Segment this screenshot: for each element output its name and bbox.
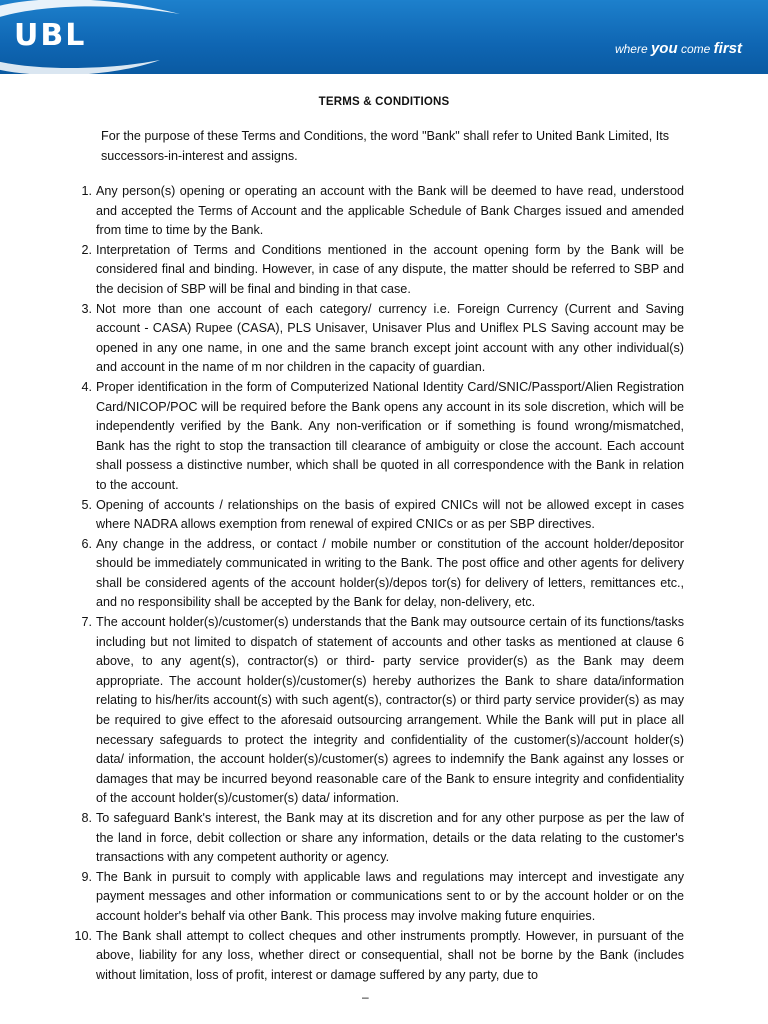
logo-text: UBL [14,18,87,53]
clause-item: 9. The Bank in pursuit to comply with applicable laws and regulations may intercept and investigate any payment messages and other information or communications sent to or by the account holder or on the account holder's behalf via other Bank. This process may involve making future enquiries. [81,869,684,923]
clause-item: 4. Proper identification in the form of Computerized National Identity Card/SNIC/Passport/Alien Registration Card/NICOP/POC will be required before the Bank opens any account in its sole discretion, which will be independently verified by the Bank. Any non-verification or if something is found wrong/mismatched, Bank has the right to stop the transaction till clearance of ambiguity or close the account. Each account shall possess a distinctive number, which shall be quoted in all correspondence with the Bank in relation to the account. [81,379,684,492]
page-footer-mark: – [362,990,369,1004]
clause-item: 1. Any person(s) opening or operating an account with the Bank will be deemed to have read, understood and accepted the Terms of Account and the applicable Schedule of Bank Charges issued and amended from time to time by the Bank. [81,184,684,238]
clause-item: 10. The Bank shall attempt to collect cheques and other instruments promptly. However, in pursuant of the above, liability for any loss, whether direct or consequential, shall not be borne by the Bank (includes without limitation, loss of profit, interest or damage suffered by any party, due to [74,928,684,982]
clauses-list [74,182,684,985]
clause-item: 3. Not more than one account of each category/ currency i.e. Foreign Currency (Current and Saving account - CASA) Rupee (CASA), PLS Unisaver, Unisaver Plus and Uniflex PLS Saving account may be opened in any one name, in one and the same branch except joint account with any other individual(s) and account in the name of m nor children in the capacity of guardian. [81,301,684,375]
ubl-logo[interactable] [0,4,110,70]
tagline: where you come first [614,40,742,57]
clause-item: 8. To safeguard Bank's interest, the Bank may at its discretion and for any other purpose as per the law of the land in force, debit collection or share any information, details or the data relating to the customer's transactions with any competent authority or agency. [81,811,684,865]
page-header [0,0,768,74]
clause-item: 7. The account holder(s)/customer(s) understands that the Bank may outsource certain of its functions/tasks including but not limited to dispatch of statement of accounts and other tasks as mentioned at clause 6 above, to any agent(s), contractor(s) or third- party service provider(s) as the Bank may deem appropriate. The account holder(s)/customer(s) hereby authorizes the Bank to share data/information relating to his/her/its account(s) with such agent(s), contractor(s) or third party service provider(s) as may be required to give effect to the aforesaid outsourcing arrangement. While the Bank will put in place all necessary safeguards to protect the integrity and confidentiality of the customer(s)/account holder(s) data/ information, the account holder(s)/customer(s) agrees to indemnify the Bank against any losses or damages that may be incurred beyond reasonable care of the Bank to ensure integrity and confidentiality of the account holder(s)/customer(s) data/ information. [81,615,684,806]
clause-item: 2. Interpretation of Terms and Conditions mentioned in the account opening form by the Bank will be considered final and binding. However, in case of any dispute, the matter should be referred to SBP and the decision of SBP will be final and binding in that case. [81,242,684,296]
clause-item: 6. Any change in the address, or contact / mobile number or constitution of the account holder/depositor should be immediately communicated in writing to the Bank. The post office and other agents for delivery shall be considered agents of the account holder(s)/depos tor(s) for delivery of letters, remittances etc., and no responsibility shall be accepted by the Bank for delay, non-delivery, etc. [81,536,684,610]
intro-paragraph: For the purpose of these Terms and Conditions, the word "Bank" shall refer to United Bank Limited, Its successors-in-interest and assigns. [101,129,670,163]
clause-item: 5. Opening of accounts / relationships on the basis of expired CNICs will not be allowed except in cases where NADRA allows exemption from renewal of expired CNICs or as per SBP directives. [81,497,684,532]
document-title: TERMS & CONDITIONS [318,96,450,108]
